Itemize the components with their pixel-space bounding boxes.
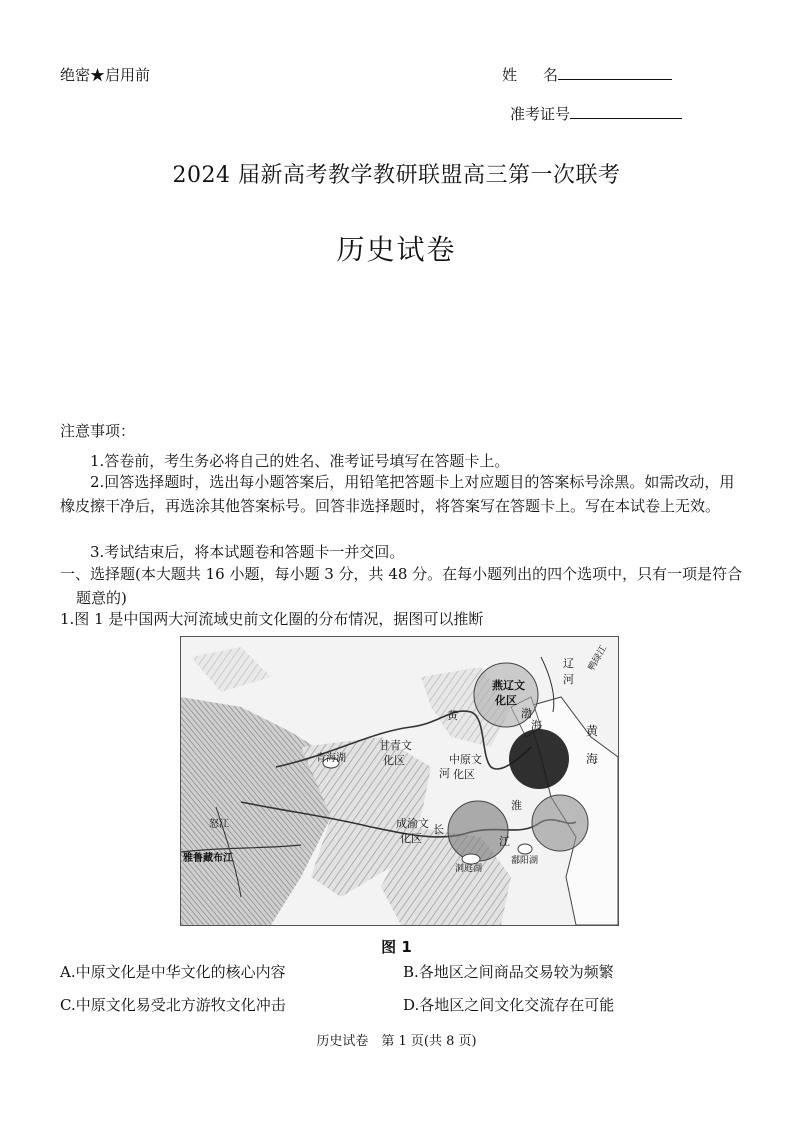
name-field-row	[502, 64, 672, 85]
zhongyuan-label-1: 中原文	[449, 753, 482, 766]
dongting-label: 洞庭湖	[455, 864, 483, 874]
yellow-sea-label-2: 海	[586, 752, 599, 766]
river-he-label: 河	[439, 767, 450, 780]
bohai-label-2: 海	[531, 719, 542, 732]
option-c: C.中原文化易受北方游牧文化冲击	[60, 996, 286, 1014]
question-1-stem: 1.图 1 是中国两大河流域史前文化圈的分布情况，据图可以推断	[60, 610, 484, 628]
poyang-label: 鄱阳湖	[511, 856, 539, 866]
zhongyuan-label-2: 化区	[453, 768, 475, 781]
notice-heading: 注意事项：	[60, 422, 136, 440]
ganqing-label-1: 甘青文	[379, 739, 412, 752]
confidential-mark: 绝密★启用前	[60, 66, 151, 84]
huai-label: 淮	[511, 799, 522, 812]
map-graphic	[181, 637, 618, 925]
ganqing-label-2: 化区	[383, 754, 405, 767]
exam-id-label: 准考证号	[510, 105, 571, 123]
yalu-river-label: 鸭绿江	[586, 644, 610, 673]
notice-item-1: 1.答卷前，考生务必将自己的姓名、准考证号填写在答题卡上。	[90, 452, 510, 470]
liao-label-1: 辽	[563, 657, 574, 670]
qinghai-lake-label: 青海湖	[316, 753, 346, 764]
chengyu-label-2: 化区	[400, 832, 422, 845]
jiangzhe-region-circle	[532, 795, 588, 851]
option-b: B.各地区之间商品交易较为频繁	[403, 963, 614, 981]
subject-title: 历史试卷	[336, 233, 457, 266]
changjiang-region-circle	[448, 801, 508, 861]
culture-map-figure	[180, 636, 619, 926]
name-label-2: 名	[543, 66, 559, 84]
dongting-lake	[462, 854, 480, 864]
exam-title: 2024 届新高考教学教研联盟高三第一次联考	[172, 163, 621, 188]
yangtze-label-jiang: 江	[499, 835, 510, 848]
bohai-label-1: 渤	[521, 707, 532, 720]
yanliao-label-1: 燕辽文	[492, 679, 525, 692]
yanliao-label-2: 化区	[495, 694, 517, 707]
option-a: A.中原文化是中华文化的核心内容	[60, 963, 286, 981]
page-footer: 历史试卷 第 1 页(共 8 页)	[316, 1034, 477, 1049]
poyang-lake	[518, 844, 532, 854]
figure-caption: 图 1	[381, 938, 412, 956]
exam-id-blank-line	[570, 104, 682, 119]
yangtze-label-chang: 长	[433, 823, 444, 836]
option-d: D.各地区之间文化交流存在可能	[403, 996, 615, 1014]
exam-id-field-row	[510, 103, 682, 124]
liao-label-2: 河	[563, 673, 574, 686]
name-label-1: 姓	[502, 66, 518, 84]
nu-river-label: 怒江	[209, 819, 229, 830]
chengyu-label-1: 成渝文	[396, 817, 429, 830]
section-heading: 一、选择题(本大题共 16 小题，每小题 3 分，共 48 分。在每小题列出的四个选项中，只有一项是符合题意的)	[60, 565, 743, 607]
yellow-river-label: 黄	[447, 709, 458, 722]
notice-item-2: 2.回答选择题时，选出每小题答案后，用铅笔把答题卡上对应题目的答案标号涂黑。如需改动，用橡皮擦干净后，再选涂其他答案标号。回答非选择题时，将答案写在答题卡上。写在本试卷上无效。	[60, 473, 735, 515]
yellow-sea-label-1: 黄	[586, 724, 599, 738]
notice-item-3: 3.考试结束后，将本试题卷和答题卡一并交回。	[90, 543, 405, 561]
name-blank-line	[558, 65, 672, 80]
haidai-region-circle	[509, 729, 569, 789]
yarlung-river-label: 雅鲁藏布江	[183, 853, 233, 864]
